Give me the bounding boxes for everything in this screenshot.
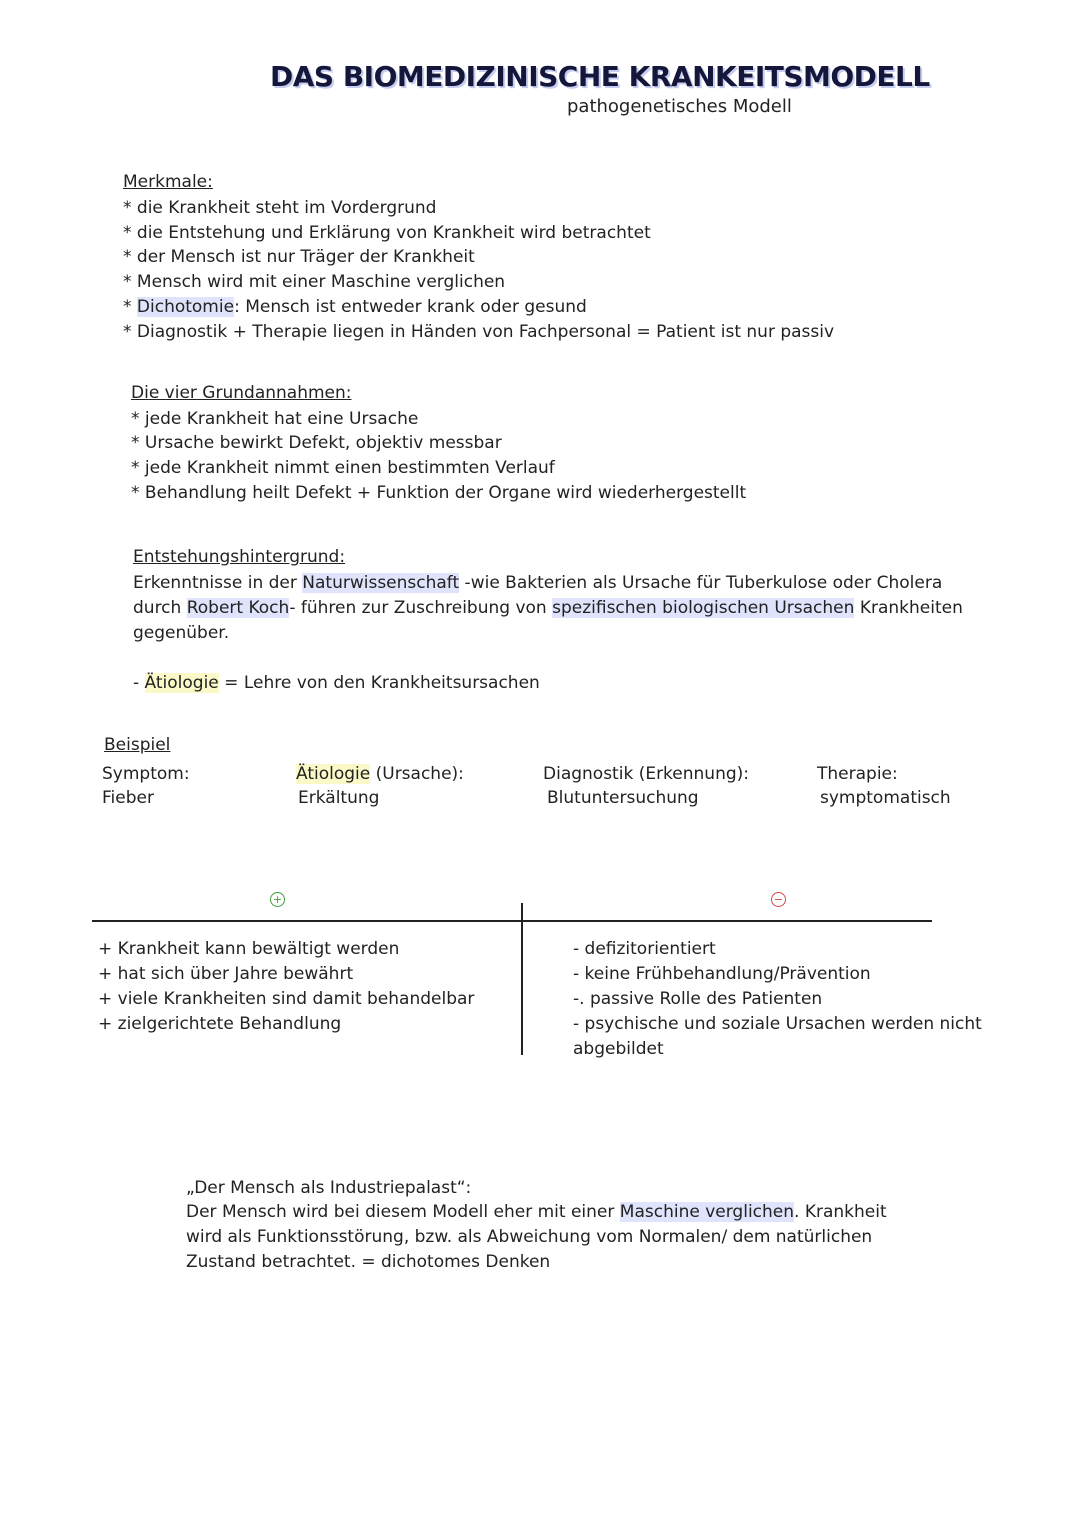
text: (Ursache):: [370, 764, 464, 784]
hintergrund-line-1: [133, 571, 942, 596]
text: = Lehre von den Krankheitsursachen: [218, 673, 540, 693]
con-item: - psychische und soziale Ursachen werden nicht: [573, 1014, 982, 1034]
bullet: *: [123, 297, 137, 317]
text: Krankheiten: [854, 598, 963, 618]
table-divider-vertical: [521, 903, 523, 1055]
pro-item: + viele Krankheiten sind damit behandelbar: [98, 989, 475, 1009]
pro-item: + zielgerichtete Behandlung: [98, 1014, 342, 1034]
industriepalast-line-2: wird als Funktionsstörung, bzw. als Abweichung vom Normalen/ dem natürlichen: [186, 1227, 873, 1247]
page-subtitle: pathogenetisches Modell: [567, 96, 792, 117]
plus-icon: +: [270, 892, 285, 907]
grundannahmen-item: * jede Krankheit nimmt einen bestimmten Verlauf: [131, 458, 555, 478]
naturwissenschaft-highlight: Naturwissenschaft: [302, 573, 460, 593]
diagnostik-label: Diagnostik (Erkennung):: [543, 764, 750, 784]
symptom-label: Symptom:: [102, 764, 190, 784]
text: . Krankheit: [794, 1202, 887, 1222]
text: Erkenntnisse in der: [133, 573, 303, 593]
merkmale-heading: Merkmale:: [123, 172, 213, 192]
aetiologie-label: [296, 762, 464, 787]
industriepalast-heading: „Der Mensch als Industriepalast“:: [186, 1178, 472, 1198]
merkmale-item: * der Mensch ist nur Träger der Krankheit: [123, 247, 475, 267]
aetiologie-highlight: Ätiologie: [144, 673, 219, 693]
hintergrund-line-2: [133, 596, 963, 621]
text: - führen zur Zuschreibung von: [289, 598, 553, 618]
merkmale-item: * Diagnostik + Therapie liegen in Händen von Fachpersonal = Patient ist nur passiv: [123, 322, 835, 342]
con-item: abgebildet: [573, 1039, 664, 1059]
dichotomie-text: : Mensch ist entweder krank oder gesund: [234, 297, 587, 317]
con-item: - keine Frühbehandlung/Prävention: [573, 964, 871, 984]
industriepalast-line-3: Zustand betrachtet. = dichotomes Denken: [186, 1252, 551, 1272]
maschine-highlight: Maschine verglichen: [619, 1202, 795, 1222]
con-item: - defizitorientiert: [573, 939, 716, 959]
merkmale-item-dichotomie: [123, 295, 587, 320]
dichotomie-term: Dichotomie: [136, 297, 235, 317]
con-item: -. passive Rolle des Patienten: [573, 989, 823, 1009]
text: -wie Bakterien als Ursache für Tuberkulose oder Cholera: [459, 573, 943, 593]
aetiologie-value: Erkältung: [298, 788, 380, 808]
merkmale-item: * die Krankheit steht im Vordergrund: [123, 198, 437, 218]
merkmale-item: * Mensch wird mit einer Maschine verglichen: [123, 272, 506, 292]
pro-item: + Krankheit kann bewältigt werden: [98, 939, 400, 959]
diagnostik-value: Blutuntersuchung: [547, 788, 699, 808]
text: -: [133, 673, 145, 693]
text: durch: [133, 598, 187, 618]
hintergrund-heading: Entstehungshintergrund:: [133, 547, 346, 567]
beispiel-heading: Beispiel: [104, 735, 171, 755]
ursachen-highlight: spezifischen biologischen Ursachen: [552, 598, 855, 618]
table-divider-horizontal: [92, 920, 932, 922]
page-title: DAS BIOMEDIZINISCHE KRANKEITSMODELL: [270, 60, 930, 93]
pro-item: + hat sich über Jahre bewährt: [98, 964, 354, 984]
text: Der Mensch wird bei diesem Modell eher mit einer: [186, 1202, 620, 1222]
grundannahmen-heading: Die vier Grundannahmen:: [131, 383, 352, 403]
grundannahmen-item: * Ursache bewirkt Defekt, objektiv messbar: [131, 433, 502, 453]
robert-koch-highlight: Robert Koch: [186, 598, 290, 618]
grundannahmen-item: * Behandlung heilt Defekt + Funktion der Organe wird wiederhergestellt: [131, 483, 747, 503]
industriepalast-line-1: [186, 1200, 887, 1225]
aetiologie-definition: [133, 671, 540, 696]
aetiologie-highlight: Ätiologie: [296, 764, 371, 784]
minus-icon: −: [771, 892, 786, 907]
merkmale-item: * die Entstehung und Erklärung von Krankheit wird betrachtet: [123, 223, 651, 243]
therapie-value: symptomatisch: [820, 788, 951, 808]
symptom-value: Fieber: [102, 788, 154, 808]
therapie-label: Therapie:: [817, 764, 898, 784]
hintergrund-line-3: gegenüber.: [133, 623, 230, 643]
grundannahmen-item: * jede Krankheit hat eine Ursache: [131, 409, 419, 429]
